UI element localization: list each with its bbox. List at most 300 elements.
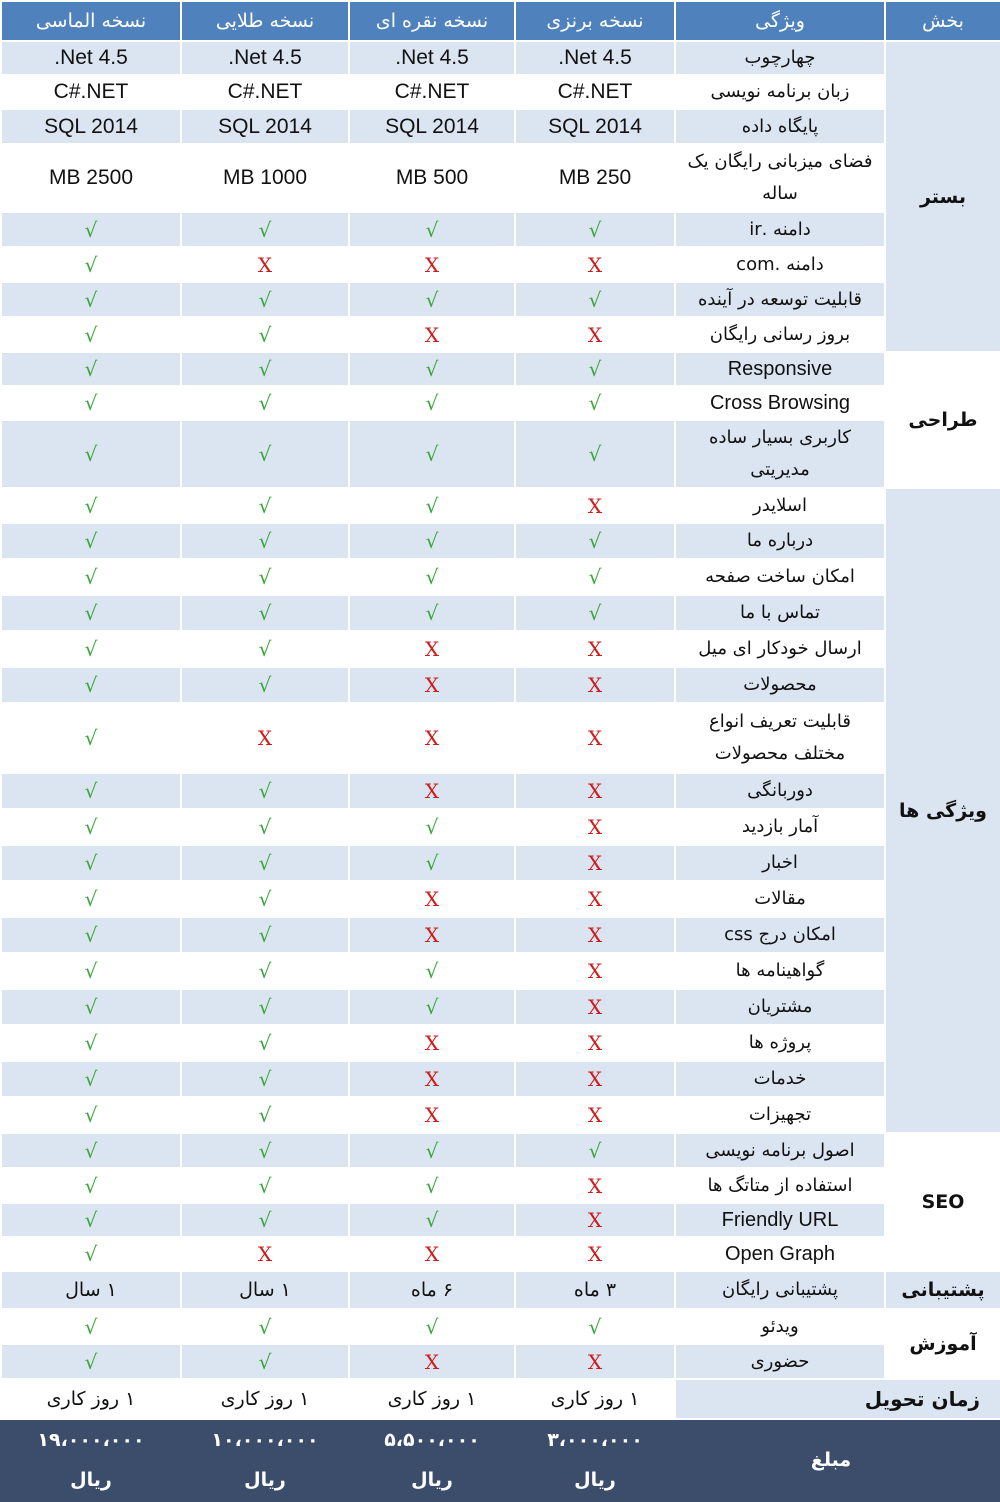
check-mark-icon: √: [84, 726, 98, 750]
table-row: [1, 1168, 1000, 1203]
value-diamond: Net 4.5.: [1, 41, 181, 75]
cross-mark-icon: X: [587, 1103, 603, 1127]
value-bronze: [515, 1097, 675, 1133]
value-gold: [181, 317, 349, 352]
table-row: [1, 523, 1000, 559]
value-silver: [349, 488, 515, 523]
feature-label: مشتریان: [675, 989, 885, 1025]
value-bronze: [515, 317, 675, 352]
table-row: [1, 1025, 1000, 1061]
value-diamond: [1, 247, 181, 282]
table-row: [1, 41, 1000, 75]
feature-label: اسلایدر: [675, 488, 885, 523]
check-mark-icon: √: [84, 442, 98, 466]
section-features: ویژگی ها: [885, 488, 1000, 1133]
feature-label: مقالات: [675, 881, 885, 917]
value-gold: [181, 703, 349, 773]
feature-label: Open Graph: [675, 1237, 885, 1271]
price-amount: ۱۰،۰۰۰،۰۰۰: [211, 1429, 319, 1451]
cross-mark-icon: X: [587, 252, 603, 277]
value-bronze: [515, 282, 675, 317]
value-silver: [349, 420, 515, 488]
cross-mark-icon: X: [587, 1242, 603, 1266]
value-silver: [349, 282, 515, 317]
value-diamond: [1, 1203, 181, 1237]
feature-label: دامنه .ir: [675, 212, 885, 247]
value-gold: [181, 386, 349, 420]
delivery-gold: ۱ روز کاری: [181, 1379, 349, 1419]
check-mark-icon: √: [258, 493, 272, 518]
check-mark-icon: √: [84, 357, 98, 381]
check-mark-icon: √: [425, 815, 439, 839]
value-silver: [349, 845, 515, 881]
value-silver: [349, 1097, 515, 1133]
cross-mark-icon: X: [424, 673, 440, 697]
value-bronze: ۳ ماه: [515, 1271, 675, 1309]
value-gold: [181, 523, 349, 559]
cross-mark-icon: X: [587, 322, 603, 347]
value-diamond: [1, 1061, 181, 1097]
check-mark-icon: √: [258, 442, 272, 466]
cross-mark-icon: X: [587, 1173, 603, 1198]
value-diamond: [1, 317, 181, 352]
value-bronze: [515, 703, 675, 773]
table-row: [1, 881, 1000, 917]
value-diamond: [1, 667, 181, 703]
value-silver: [349, 559, 515, 595]
section-seo: SEO: [885, 1133, 1000, 1271]
check-mark-icon: √: [258, 1208, 272, 1232]
price-currency: ریال: [411, 1469, 453, 1491]
feature-label: چهارچوب: [675, 41, 885, 75]
value-silver: [349, 595, 515, 631]
value-diamond: [1, 523, 181, 559]
check-mark-icon: √: [258, 887, 272, 911]
value-diamond: [1, 1237, 181, 1271]
value-bronze: [515, 845, 675, 881]
value-bronze: [515, 1025, 675, 1061]
value-diamond: [1, 420, 181, 488]
value-diamond: [1, 703, 181, 773]
value-silver: [349, 667, 515, 703]
price-row: [1, 1419, 1000, 1501]
feature-label: تجهیزات: [675, 1097, 885, 1133]
value-silver: [349, 386, 515, 420]
table-row: [1, 1344, 1000, 1379]
check-mark-icon: √: [425, 995, 439, 1019]
feature-label: قابلیت توسعه در آینده: [675, 282, 885, 317]
check-mark-icon: √: [84, 1103, 98, 1127]
cross-mark-icon: X: [424, 1067, 440, 1091]
value-bronze: [515, 1133, 675, 1168]
check-mark-icon: √: [425, 565, 439, 589]
delivery-silver: ۱ روز کاری: [349, 1379, 515, 1419]
check-mark-icon: √: [425, 442, 439, 466]
section-platform: بستر: [885, 41, 1000, 352]
check-mark-icon: √: [258, 529, 272, 553]
table-row: [1, 109, 1000, 144]
value-silver: [349, 1168, 515, 1203]
value-bronze: [515, 1237, 675, 1271]
price-amount: ۳،۰۰۰،۰۰۰: [547, 1429, 643, 1451]
value-diamond: [1, 1025, 181, 1061]
check-mark-icon: √: [425, 601, 439, 625]
value-silver: [349, 1237, 515, 1271]
price-gold: [181, 1419, 349, 1501]
value-bronze: [515, 1344, 675, 1379]
feature-label: زبان برنامه نویسی: [675, 75, 885, 109]
cross-mark-icon: X: [587, 1208, 603, 1232]
price-bronze: [515, 1419, 675, 1501]
cross-mark-icon: X: [587, 673, 603, 697]
value-gold: [181, 488, 349, 523]
value-silver: [349, 703, 515, 773]
check-mark-icon: √: [258, 1067, 272, 1091]
value-silver: C#.NET: [349, 75, 515, 109]
value-bronze: [515, 523, 675, 559]
feature-label: پروژه ها: [675, 1025, 885, 1061]
value-gold: [181, 1061, 349, 1097]
feature-label: امکان ساخت صفحه: [675, 559, 885, 595]
check-mark-icon: √: [258, 637, 272, 661]
check-mark-icon: √: [425, 493, 439, 518]
check-mark-icon: √: [588, 217, 602, 242]
check-mark-icon: √: [258, 565, 272, 589]
check-mark-icon: √: [588, 391, 602, 415]
value-bronze: Net 4.5.: [515, 41, 675, 75]
check-mark-icon: √: [425, 1173, 439, 1198]
check-mark-icon: √: [84, 1314, 98, 1339]
cross-mark-icon: X: [257, 252, 273, 277]
value-diamond: [1, 595, 181, 631]
price-amount: ۵،۵۰۰،۰۰۰: [384, 1429, 480, 1451]
check-mark-icon: √: [258, 322, 272, 347]
check-mark-icon: √: [258, 1349, 272, 1374]
check-mark-icon: √: [588, 565, 602, 589]
cross-mark-icon: X: [424, 1103, 440, 1127]
feature-label: آمار بازدید: [675, 809, 885, 845]
check-mark-icon: √: [258, 995, 272, 1019]
check-mark-icon: √: [425, 1314, 439, 1339]
feature-label: Cross Browsing: [675, 386, 885, 420]
value-diamond: ۱ سال: [1, 1271, 181, 1309]
value-silver: ۶ ماه: [349, 1271, 515, 1309]
cross-mark-icon: X: [424, 1031, 440, 1055]
check-mark-icon: √: [588, 601, 602, 625]
check-mark-icon: √: [258, 601, 272, 625]
check-mark-icon: √: [425, 1138, 439, 1163]
check-mark-icon: √: [84, 287, 98, 312]
value-bronze: [515, 386, 675, 420]
value-bronze: [515, 352, 675, 386]
value-gold: [181, 1237, 349, 1271]
cross-mark-icon: X: [424, 637, 440, 661]
table-row: [1, 559, 1000, 595]
check-mark-icon: √: [84, 1031, 98, 1055]
value-gold: [181, 1344, 349, 1379]
check-mark-icon: √: [84, 887, 98, 911]
check-mark-icon: √: [588, 287, 602, 312]
cross-mark-icon: X: [587, 779, 603, 803]
check-mark-icon: √: [258, 391, 272, 415]
value-gold: [181, 1097, 349, 1133]
value-diamond: [1, 386, 181, 420]
value-gold: [181, 1025, 349, 1061]
check-mark-icon: √: [258, 851, 272, 875]
feature-label: استفاده از متاتگ ها: [675, 1168, 885, 1203]
check-mark-icon: √: [258, 1138, 272, 1163]
table-row: [1, 595, 1000, 631]
check-mark-icon: √: [258, 779, 272, 803]
check-mark-icon: √: [84, 529, 98, 553]
table-row: [1, 317, 1000, 352]
header-feature: ویژگی: [675, 1, 885, 41]
value-diamond: [1, 559, 181, 595]
value-bronze: [515, 773, 675, 809]
value-silver: SQL 2014: [349, 109, 515, 144]
value-gold: [181, 989, 349, 1025]
price-diamond: [1, 1419, 181, 1501]
feature-label: اصول برنامه نویسی: [675, 1133, 885, 1168]
cross-mark-icon: X: [424, 779, 440, 803]
value-bronze: [515, 917, 675, 953]
check-mark-icon: √: [425, 357, 439, 381]
table-row: [1, 420, 1000, 488]
value-silver: [349, 1344, 515, 1379]
header-gold: نسخه طلایی: [181, 1, 349, 41]
check-mark-icon: √: [258, 923, 272, 947]
check-mark-icon: √: [258, 1031, 272, 1055]
value-diamond: [1, 631, 181, 667]
check-mark-icon: √: [84, 959, 98, 983]
value-gold: [181, 282, 349, 317]
table-row: [1, 631, 1000, 667]
feature-label: کاربری بسیار ساده مدیریتی: [675, 420, 885, 488]
cross-mark-icon: X: [587, 959, 603, 983]
value-gold: C#.NET: [181, 75, 349, 109]
value-silver: [349, 1025, 515, 1061]
check-mark-icon: √: [258, 1173, 272, 1198]
table-row: [1, 282, 1000, 317]
value-diamond: [1, 917, 181, 953]
check-mark-icon: √: [84, 923, 98, 947]
value-diamond: [1, 1097, 181, 1133]
check-mark-icon: √: [84, 322, 98, 347]
value-silver: [349, 1309, 515, 1344]
cross-mark-icon: X: [587, 493, 603, 518]
table-row: [1, 703, 1000, 773]
cross-mark-icon: X: [587, 995, 603, 1019]
price-amount: ۱۹،۰۰۰،۰۰۰: [37, 1429, 145, 1451]
value-diamond: [1, 953, 181, 989]
table-row: [1, 989, 1000, 1025]
value-diamond: [1, 1344, 181, 1379]
delivery-row: [1, 1379, 1000, 1419]
check-mark-icon: √: [84, 565, 98, 589]
check-mark-icon: √: [425, 1208, 439, 1232]
check-mark-icon: √: [425, 217, 439, 242]
feature-label: حضوری: [675, 1344, 885, 1379]
feature-label: Friendly URL: [675, 1203, 885, 1237]
value-diamond: [1, 989, 181, 1025]
value-gold: [181, 953, 349, 989]
check-mark-icon: √: [84, 493, 98, 518]
feature-label: محصولات: [675, 667, 885, 703]
value-silver: [349, 917, 515, 953]
table-row: [1, 917, 1000, 953]
feature-label: قابلیت تعریف انواع مختلف محصولات: [675, 703, 885, 773]
value-gold: [181, 1133, 349, 1168]
value-gold: [181, 352, 349, 386]
table-row: [1, 1133, 1000, 1168]
feature-label: درباره ما: [675, 523, 885, 559]
value-silver: [349, 1203, 515, 1237]
delivery-bronze: ۱ روز کاری: [515, 1379, 675, 1419]
check-mark-icon: √: [258, 1314, 272, 1339]
value-silver: [349, 1061, 515, 1097]
check-mark-icon: √: [84, 391, 98, 415]
check-mark-icon: √: [588, 529, 602, 553]
check-mark-icon: √: [588, 1314, 602, 1339]
value-bronze: [515, 953, 675, 989]
value-silver: [349, 953, 515, 989]
feature-label: دامنه .com: [675, 247, 885, 282]
value-diamond: [1, 212, 181, 247]
delivery-diamond: ۱ روز کاری: [1, 1379, 181, 1419]
value-diamond: [1, 809, 181, 845]
value-gold: [181, 845, 349, 881]
value-silver: Net 4.5.: [349, 41, 515, 75]
check-mark-icon: √: [258, 357, 272, 381]
table-row: [1, 1097, 1000, 1133]
price-silver: [349, 1419, 515, 1501]
value-bronze: [515, 667, 675, 703]
table-row: [1, 667, 1000, 703]
feature-label: امکان درج css: [675, 917, 885, 953]
check-mark-icon: √: [258, 959, 272, 983]
value-gold: [181, 773, 349, 809]
header-bronze: نسخه برنزی: [515, 1, 675, 41]
value-gold: [181, 1168, 349, 1203]
value-gold: Net 4.5.: [181, 41, 349, 75]
value-diamond: [1, 1168, 181, 1203]
value-bronze: [515, 488, 675, 523]
cross-mark-icon: X: [587, 1067, 603, 1091]
cross-mark-icon: X: [424, 322, 440, 347]
value-gold: [181, 559, 349, 595]
check-mark-icon: √: [258, 1103, 272, 1127]
feature-label: گواهینامه ها: [675, 953, 885, 989]
value-diamond: [1, 1309, 181, 1344]
value-diamond: MB 2500: [1, 144, 181, 212]
value-diamond: [1, 1133, 181, 1168]
table-row: [1, 953, 1000, 989]
cross-mark-icon: X: [424, 887, 440, 911]
section-training: آموزش: [885, 1309, 1000, 1379]
check-mark-icon: √: [84, 601, 98, 625]
value-bronze: [515, 247, 675, 282]
feature-label: Responsive: [675, 352, 885, 386]
value-gold: [181, 1309, 349, 1344]
check-mark-icon: √: [84, 815, 98, 839]
cross-mark-icon: X: [424, 726, 440, 750]
check-mark-icon: √: [258, 815, 272, 839]
value-gold: [181, 1203, 349, 1237]
check-mark-icon: √: [84, 1173, 98, 1198]
value-silver: [349, 247, 515, 282]
table-row: [1, 1309, 1000, 1344]
cross-mark-icon: X: [587, 1349, 603, 1374]
value-gold: ۱ سال: [181, 1271, 349, 1309]
value-silver: [349, 773, 515, 809]
price-currency: ریال: [70, 1469, 112, 1491]
check-mark-icon: √: [425, 529, 439, 553]
check-mark-icon: √: [425, 851, 439, 875]
value-bronze: [515, 881, 675, 917]
value-gold: [181, 631, 349, 667]
table-row: [1, 488, 1000, 523]
value-diamond: [1, 352, 181, 386]
check-mark-icon: √: [84, 637, 98, 661]
check-mark-icon: √: [258, 217, 272, 242]
table-row: [1, 1271, 1000, 1309]
value-bronze: [515, 559, 675, 595]
value-silver: [349, 881, 515, 917]
value-bronze: SQL 2014: [515, 109, 675, 144]
feature-label: تماس با ما: [675, 595, 885, 631]
value-bronze: [515, 420, 675, 488]
cross-mark-icon: X: [587, 726, 603, 750]
value-silver: MB 500: [349, 144, 515, 212]
value-diamond: [1, 881, 181, 917]
table-row: [1, 212, 1000, 247]
feature-label: بروز رسانی رایگان: [675, 317, 885, 352]
table-row: [1, 845, 1000, 881]
check-mark-icon: √: [425, 391, 439, 415]
value-gold: [181, 420, 349, 488]
table-row: [1, 1237, 1000, 1271]
check-mark-icon: √: [84, 217, 98, 242]
check-mark-icon: √: [84, 1349, 98, 1374]
feature-label: پشتیبانی رایگان: [675, 1271, 885, 1309]
section-support: پشتیبانی: [885, 1271, 1000, 1309]
value-bronze: [515, 212, 675, 247]
check-mark-icon: √: [258, 287, 272, 312]
table-row: [1, 144, 1000, 212]
feature-label: ویدئو: [675, 1309, 885, 1344]
value-silver: [349, 352, 515, 386]
value-diamond: [1, 845, 181, 881]
table-row: [1, 773, 1000, 809]
value-bronze: MB 250: [515, 144, 675, 212]
table-row: [1, 809, 1000, 845]
value-diamond: C#.NET: [1, 75, 181, 109]
value-bronze: C#.NET: [515, 75, 675, 109]
value-gold: [181, 667, 349, 703]
value-diamond: [1, 282, 181, 317]
cross-mark-icon: X: [587, 851, 603, 875]
value-gold: [181, 212, 349, 247]
table-row: [1, 352, 1000, 386]
value-bronze: [515, 1309, 675, 1344]
section-design: طراحی: [885, 352, 1000, 488]
check-mark-icon: √: [84, 1138, 98, 1163]
value-bronze: [515, 1061, 675, 1097]
cross-mark-icon: X: [587, 815, 603, 839]
value-silver: [349, 317, 515, 352]
cross-mark-icon: X: [257, 1242, 273, 1266]
delivery-label: زمان تحویل: [675, 1379, 1000, 1419]
